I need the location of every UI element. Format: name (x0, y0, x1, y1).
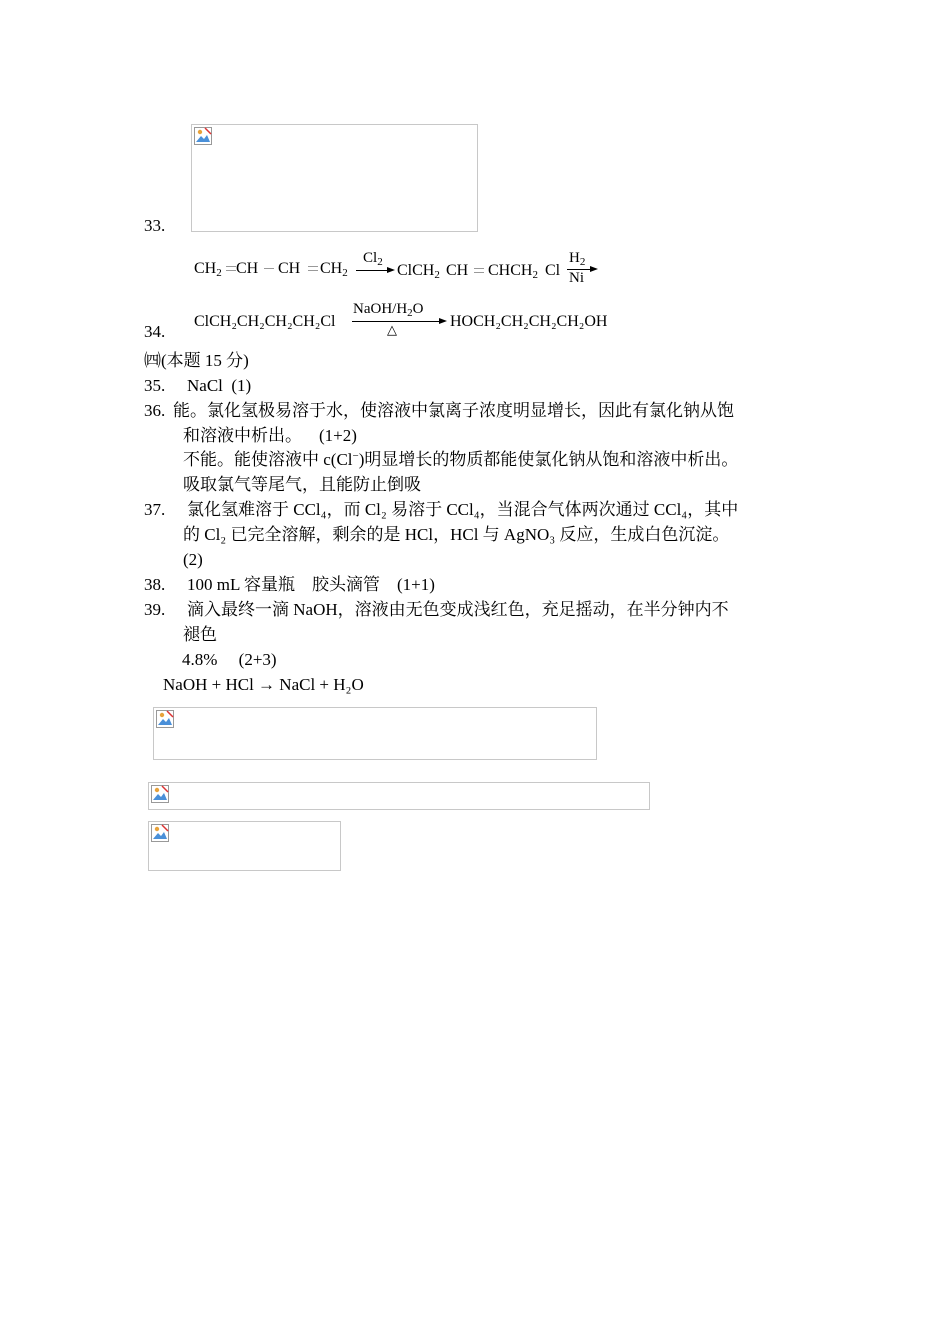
q38-number: 38. (144, 575, 166, 594)
reaction1-reactant: $CH_2$ (194, 260, 222, 279)
reaction-arrow-head (590, 266, 598, 272)
q37-number: 37. (144, 500, 166, 519)
image-placeholder-2 (148, 782, 650, 810)
q34-number: 34. (144, 322, 166, 341)
q33-number: 33. (144, 216, 166, 235)
broken-image-icon (156, 710, 174, 728)
reaction-arrow-head (387, 267, 395, 273)
double-bond (226, 266, 236, 271)
reaction1-ch2-end: $CH_2$ (320, 260, 348, 279)
reaction1-product-b: CH (446, 262, 469, 279)
double-bond (474, 268, 484, 273)
reaction1-reagent2-bottom: Ni (569, 270, 584, 286)
reaction1-ch-a: CH (236, 260, 259, 277)
broken-image-icon (151, 824, 169, 842)
q36-line4: 吸取氯气等尾气，且能防止倒吸 (183, 475, 421, 494)
broken-image-icon (151, 785, 169, 803)
q37-line2: 的 Cl₂ 已完全溶解，剩余的是 HCl，HCl 与 AgNO₃ 反应，生成白色沉淀。 (183, 525, 730, 544)
reaction1-reagent2-top: $H_2$ (569, 250, 586, 268)
q33-image-placeholder (191, 124, 478, 232)
q36-line1: 能。氯化氢极易溶于水，使溶液中氯离子浓度明显增长，因此有氯化钠从饱 (173, 401, 734, 420)
q39-line1: 滴入最终一滴 NaOH，溶液由无色变成浅红色，充足摇动，在半分钟内不 (187, 600, 729, 619)
q39-line3: 4.8% (2+3) (182, 650, 277, 669)
reaction1-ch-b: CH (278, 260, 301, 277)
image-placeholder-1 (153, 707, 597, 760)
broken-image-icon (194, 127, 212, 145)
q36-line2: 和溶液中析出。 (1+2) (183, 426, 357, 445)
q34-reagent-bottom: △ (387, 322, 397, 337)
section4-heading: ㈣(本题 15 分) (144, 351, 249, 370)
reaction1-reagent: $Cl_2$ (363, 250, 383, 268)
q36-number: 36. (144, 401, 166, 420)
q34-reactant: ClCH₂CH₂CH₂CH₂Cl (194, 313, 336, 330)
q34-product: HOCH₂CH₂CH₂CH₂OH (450, 313, 608, 330)
q34-reagent-top: NaOH/$H_2O$ (353, 301, 424, 319)
q35-text: NaCl (1) (187, 376, 252, 395)
reaction1-product-a: ClCH$_2$ (397, 262, 440, 281)
q39-line2: 褪色 (183, 625, 217, 644)
q37-line3: (2) (183, 550, 203, 569)
reaction-arrow-line (356, 270, 388, 271)
single-bond (264, 268, 274, 269)
q38-text: 100 mL 容量瓶 胶头滴管 (1+1) (187, 575, 435, 594)
q35-number: 35. (144, 376, 166, 395)
reaction1-product-c: $CHCH_2$ (488, 262, 538, 281)
q39-number: 39. (144, 600, 166, 619)
image-placeholder-3 (148, 821, 341, 871)
reaction-arrow-head (439, 318, 447, 324)
double-bond (308, 266, 318, 271)
equation-text: NaOH + HCl → NaCl + H₂O (163, 675, 364, 694)
q36-line3: 不能。能使溶液中 c(Cl−)明显增长的物质都能使氯化钠从饱和溶液中析出。 (183, 450, 739, 469)
reaction1-product-d: Cl (545, 262, 561, 279)
q37-line1: 氯化氢难溶于 CCl₄，而 Cl₂ 易溶于 CCl₄，当混合气体两次通过 CCl₄，其中 (187, 500, 739, 519)
